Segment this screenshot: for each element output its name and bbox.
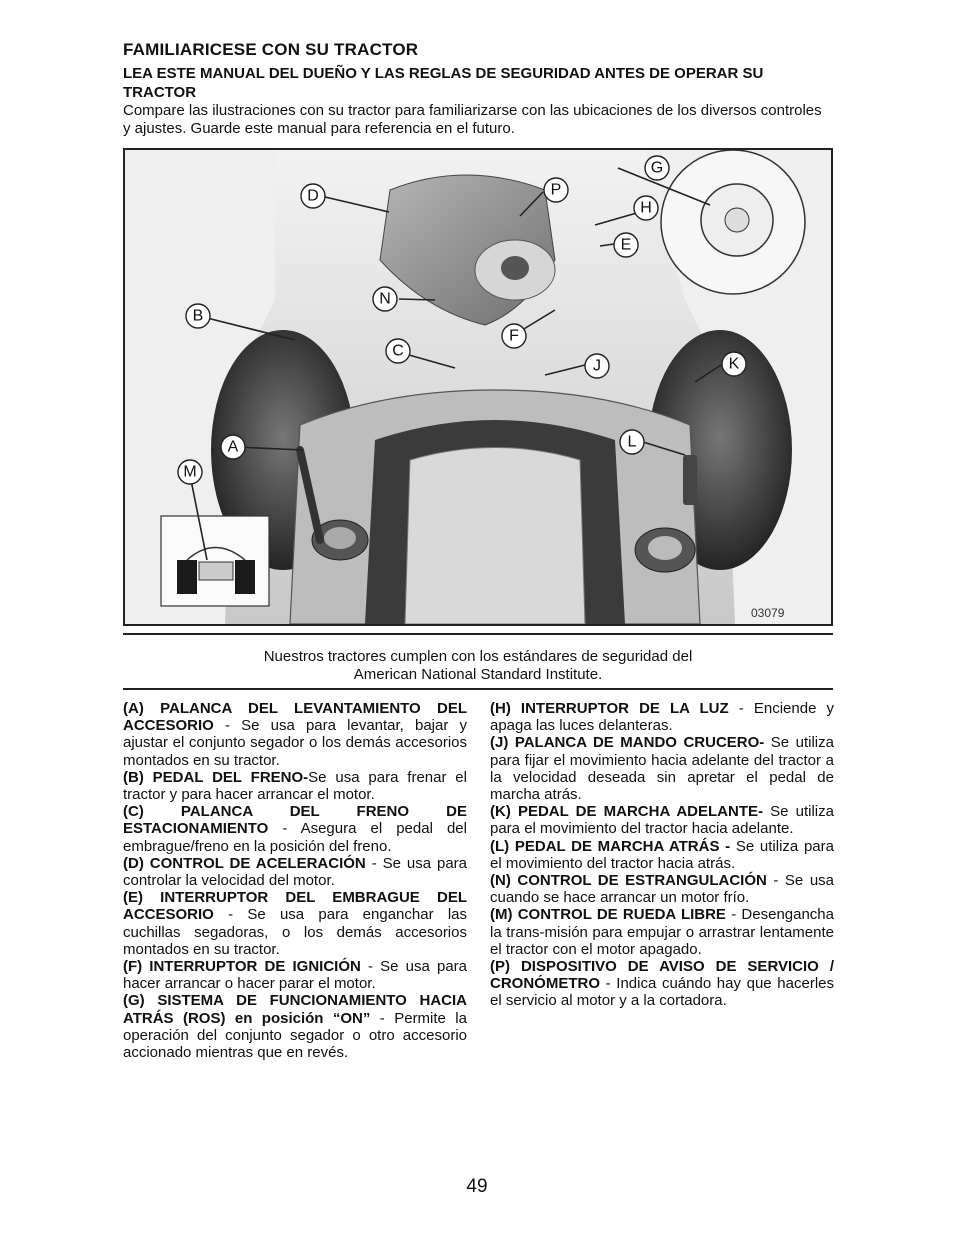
item-p: (P) DISPOSITIVO DE AVISO DE SERVICIO / CRONÓMETRO - Indica cuándo hay que hacerles el servicio al motor y a la cortadora.	[490, 958, 834, 1010]
callout-e	[614, 233, 638, 257]
descriptions-left-column	[123, 700, 467, 1061]
svg-text:M: M	[183, 463, 197, 481]
callout-p	[544, 178, 568, 202]
svg-text:F: F	[509, 327, 519, 345]
svg-text:A: A	[227, 438, 239, 456]
descriptions-right-column	[490, 700, 834, 1010]
intro-paragraph: Compare las ilustraciones con su tractor para familiarizarse con las ubicaciones de los diversos controles y ajustes. Guarde este manual para referencia en el futuro.	[123, 102, 822, 137]
item-g: (G) SISTEMA DE FUNCIONAMIENTO HACIA ATRÁS (ROS) en posición “ON” - Permite la operación del conjunto segador o otro accesorio accionado mientras que en revés.	[123, 992, 467, 1062]
caption-line-1: Nuestros tractores cumplen con los estándares de seguridad del	[263, 648, 693, 665]
item-k: (K) PEDAL DE MARCHA ADELANTE- Se utiliza para el movimiento del tractor hacia adelante.	[490, 803, 834, 838]
callout-d	[301, 184, 325, 208]
tractor-illustration	[125, 150, 831, 624]
callout-l	[620, 430, 644, 454]
page-title: FAMILIARICESE CON SU TRACTOR	[123, 40, 419, 59]
svg-text:K: K	[728, 355, 740, 373]
svg-text:B: B	[192, 307, 204, 325]
callout-c	[386, 339, 410, 363]
item-d: (D) CONTROL DE ACELERACIÓN - Se usa para controlar la velocidad del motor.	[123, 854, 468, 890]
item-j: (J) PALANCA DE MANDO CRUCERO- Se utiliza para fijar el movimiento hacia adelante del tractor a la velocidad deseada sin apretar el pedal de marcha atrás.	[490, 734, 834, 804]
item-h: (H) INTERRUPTOR DE LA LUZ - Enciende y apaga las luces delanteras.	[490, 700, 834, 735]
figure-code: 03079	[751, 606, 785, 620]
divider	[123, 633, 833, 635]
divider	[123, 688, 833, 690]
callout-a	[221, 435, 245, 459]
callout-g	[645, 156, 669, 180]
svg-text:D: D	[307, 187, 319, 205]
callout-f	[502, 324, 526, 348]
svg-text:E: E	[620, 236, 632, 254]
svg-text:N: N	[379, 290, 391, 308]
callout-k	[722, 352, 746, 376]
item-l: (L) PEDAL DE MARCHA ATRÁS - Se utiliza para el movimiento del tractor hacia atrás.	[490, 837, 834, 872]
callout-b	[186, 304, 210, 328]
caption-line-2: American National Standard Institute.	[353, 666, 603, 683]
item-b: (B) PEDAL DEL FRENO-Se usa para frenar el tractor y para hacer arrancar el motor.	[123, 768, 467, 804]
item-c: (C) PALANCA DEL FRENO DE ESTACIONAMIENTO - Asegura el pedal del embrague/freno en la posición del freno.	[123, 803, 467, 855]
svg-text:C: C	[392, 342, 404, 360]
seat-cushion	[405, 448, 585, 625]
callout-m	[178, 460, 202, 484]
page-number: 49	[466, 1176, 488, 1197]
svg-text:L: L	[627, 433, 637, 451]
tractor-controls-figure	[123, 148, 833, 626]
page-subtitle: LEA ESTE MANUAL DEL DUEÑO Y LAS REGLAS DE SEGURIDAD ANTES DE OPERAR SU TRACTOR	[123, 65, 764, 101]
item-f: (F) INTERRUPTOR DE IGNICIÓN - Se usa para hacer arrancar o hacer parar el motor.	[123, 958, 467, 993]
callout-j	[585, 354, 609, 378]
item-n: (N) CONTROL DE ESTRANGULACIÓN - Se usa cuando se hace arrancar un motor frío.	[490, 872, 834, 907]
item-m: (M) CONTROL DE RUEDA LIBRE - Desengancha la trans-misión para empujar o arrastrar lentamente el tractor con el motor apagado.	[490, 906, 834, 958]
figure-caption	[123, 648, 833, 684]
svg-text:G: G	[650, 159, 664, 177]
item-e: (E) INTERRUPTOR DEL EMBRAGUE DEL ACCESORIO - Se usa para enganchar las cuchillas segadoras, o los demás accesorios montados en su tractor.	[123, 889, 467, 958]
svg-text:H: H	[640, 199, 652, 217]
callout-h	[634, 196, 658, 220]
svg-text:J: J	[593, 357, 601, 375]
callout-n	[373, 287, 397, 311]
item-a: (A) PALANCA DEL LEVANTAMIENTO DEL ACCESORIO - Se usa para levantar, bajar y ajustar el conjunto segador o los demás accesorios montados en su tractor.	[123, 700, 467, 769]
svg-text:P: P	[550, 181, 562, 199]
